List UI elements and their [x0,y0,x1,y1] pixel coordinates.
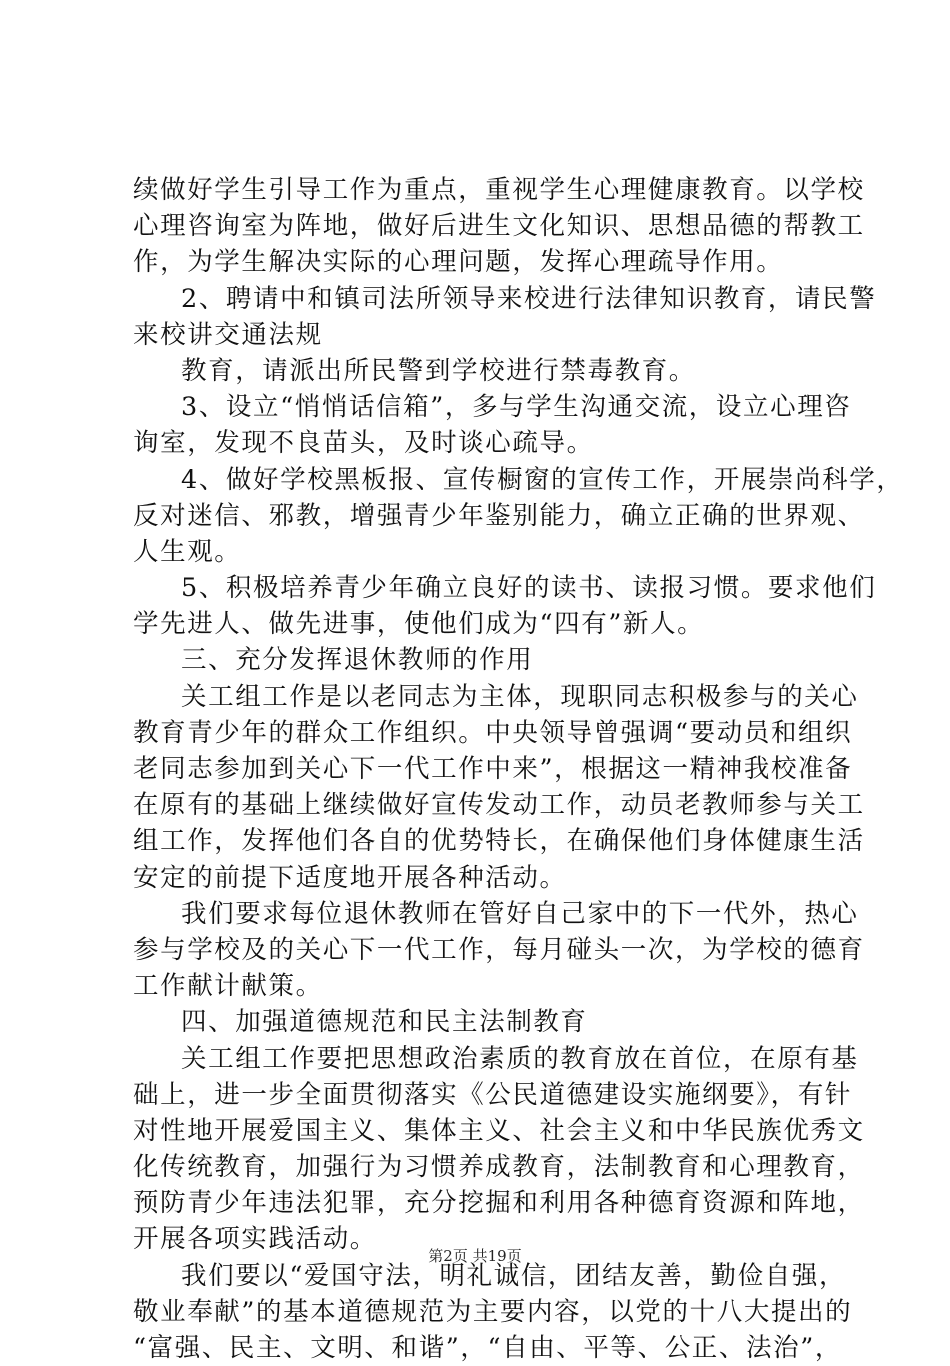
text-line: 我们要以“爱国守法，明礼诚信，团结友善，勤俭自强， [181,1260,847,1291]
text-line: 4、做好学校黑板报、宣传橱窗的宣传工作，开展崇尚科学， [181,464,904,495]
text-line: 组工作，发挥他们各自的优势特长，在确保他们身体健康生活 [133,826,865,857]
text-line: 预防青少年违法犯罪，充分挖掘和利用各种德育资源和阵地， [133,1188,865,1219]
text-line: 三、充分发挥退休教师的作用 [181,645,534,676]
text-line: 询室，发现不良苗头，及时谈心疏导。 [133,428,594,459]
text-line: 关工组工作是以老同志为主体，现职同志积极参与的关心 [181,681,859,712]
text-line: 在原有的基础上继续做好宣传发动工作，动员老教师参与关工 [133,790,865,821]
text-line: 作，为学生解决实际的心理问题，发挥心理疏导作用。 [133,247,784,278]
text-line: 老同志参加到关心下一代工作中来”，根据这一精神我校准备 [133,754,853,784]
text-line: 教育青少年的群众工作组织。中央领导曾强调“要动员和组织 [133,717,853,748]
text-line: 安定的前提下适度地开展各种活动。 [133,862,567,893]
text-line: 3、设立“悄悄话信箱”，多与学生沟通交流，设立心理咨 [181,392,852,423]
text-line: 关工组工作要把思想政治素质的教育放在首位，在原有基 [181,1043,859,1074]
text-line: 学先进人、做先进事，使他们成为“四有”新人。 [133,609,705,640]
text-line: 对性地开展爱国主义、集体主义、社会主义和中华民族优秀文 [133,1115,865,1146]
text-line: 础上，进一步全面贯彻落实《公民道德建设实施纲要》，有针 [133,1079,852,1110]
text-line: 来校讲交通法规 [133,319,323,350]
text-line: 敬业奉献”的基本道德规范为主要内容，以党的十八大提出的 [133,1296,853,1327]
text-line: 四、加强道德规范和民主法制教育 [181,1007,588,1038]
page-footer: 第2页 共19页 [428,1247,522,1265]
text-line: 开展各项实践活动。 [133,1224,377,1255]
text-line: 我们要求每位退休教师在管好自己家中的下一代外，热心 [181,898,859,929]
text-line: 参与学校及的关心下一代工作，每月碰头一次，为学校的德育 [133,934,865,965]
text-line: 人生观。 [133,536,242,567]
text-line: 教育，请派出所民警到学校进行禁毒教育。 [181,355,696,386]
text-line: “富强、民主、文明、和谐”，“自由、平等、公正、法治”， [133,1333,842,1363]
text-line: 心理咨询室为阵地，做好后进生文化知识、思想品德的帮教工 [133,211,865,242]
text-line: 2、聘请中和镇司法所领导来校进行法律知识教育，请民警 [181,283,877,314]
document-body [133,172,904,1366]
text-line: 工作献计献策。 [133,971,323,1002]
text-line: 反对迷信、邪教，增强青少年鉴别能力，确立正确的世界观、 [133,500,865,531]
text-line: 化传统教育，加强行为习惯养成教育，法制教育和心理教育， [133,1152,865,1183]
text-line: 5、积极培养青少年确立良好的读书、读报习惯。要求他们 [181,573,877,604]
text-line: 续做好学生引导工作为重点，重视学生心理健康教育。以学校 [133,175,865,205]
